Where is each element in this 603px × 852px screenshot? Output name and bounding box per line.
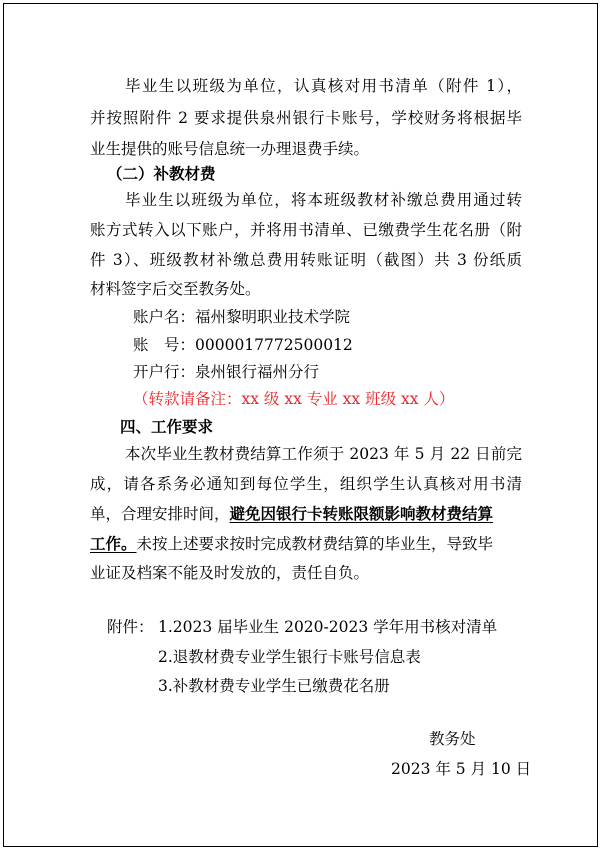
paragraph-3-line-3-text: 单，合理安排时间， [90,505,230,523]
attachment-item-1: 1.2023 届毕业生 2020-2023 学年用书核对清单 [158,618,498,636]
paragraph-1-line-2: 并按照附件 2 要求提供泉州银行卡账号，学校财务将根据毕 [90,109,522,127]
paragraph-3-line-1: 本次毕业生教材费结算工作须于 2023 年 5 月 22 日前完 [125,445,522,463]
account-name: 账户名：福州黎明职业技术学院 [133,308,351,326]
section-4-heading: 四、工作要求 [120,417,214,436]
paragraph-3-line-2: 成，请各系务必通知到每位学生，组织学生认真核对用书清 [90,475,522,493]
transfer-note: （转款请备注：xx 级 xx 专业 xx 班级 xx 人） [133,390,455,408]
paragraph-3-line-4 [90,534,522,554]
paragraph-1-line-1: 毕业生以班级为单位，认真核对用书清单（附件 1）， [125,77,522,95]
paragraph-3-line-5: 业证及档案不能及时发放的，责任自负。 [90,564,370,582]
attachments-label: 附件： [107,618,154,636]
emphasis-text: 避免因银行卡转账限额影响教材费结算 [229,504,494,523]
account-bank: 开户行：泉州银行福州分行 [133,363,320,381]
account-number: 账 号：0000017772500012 [133,336,353,354]
paragraph-2-line-4: 材料签字后交至教务处。 [90,280,261,298]
paragraph-3-line-4-text: 未按上述要求按时完成教材费结算的毕业生，导致毕 [136,535,494,553]
paragraph-2-line-2: 账方式转入以下账户，并将用书清单、已缴费学生花名册（附 [90,221,522,239]
paragraph-2-line-1: 毕业生以班级为单位，将本班级教材补缴总费用通过转 [125,191,522,209]
emphasis-text-end: 工作。 [90,534,137,553]
paragraph-1-line-3: 业生提供的账号信息统一办理退费手续。 [90,140,370,158]
paragraph-3-line-3 [90,504,522,524]
document-page [3,3,598,847]
attachment-item-3: 3.补教材费专业学生已缴费花名册 [158,677,390,695]
attachment-item-2: 2.退教材费专业学生银行卡账号信息表 [158,648,421,666]
paragraph-2-line-3: 件 3）、班级教材补缴总费用转账证明（截图）共 3 份纸质 [90,251,522,269]
signature-office: 教务处 [429,730,476,748]
section-2-heading: （二）补教材费 [107,164,216,183]
signature-date: 2023 年 5 月 10 日 [391,760,532,778]
